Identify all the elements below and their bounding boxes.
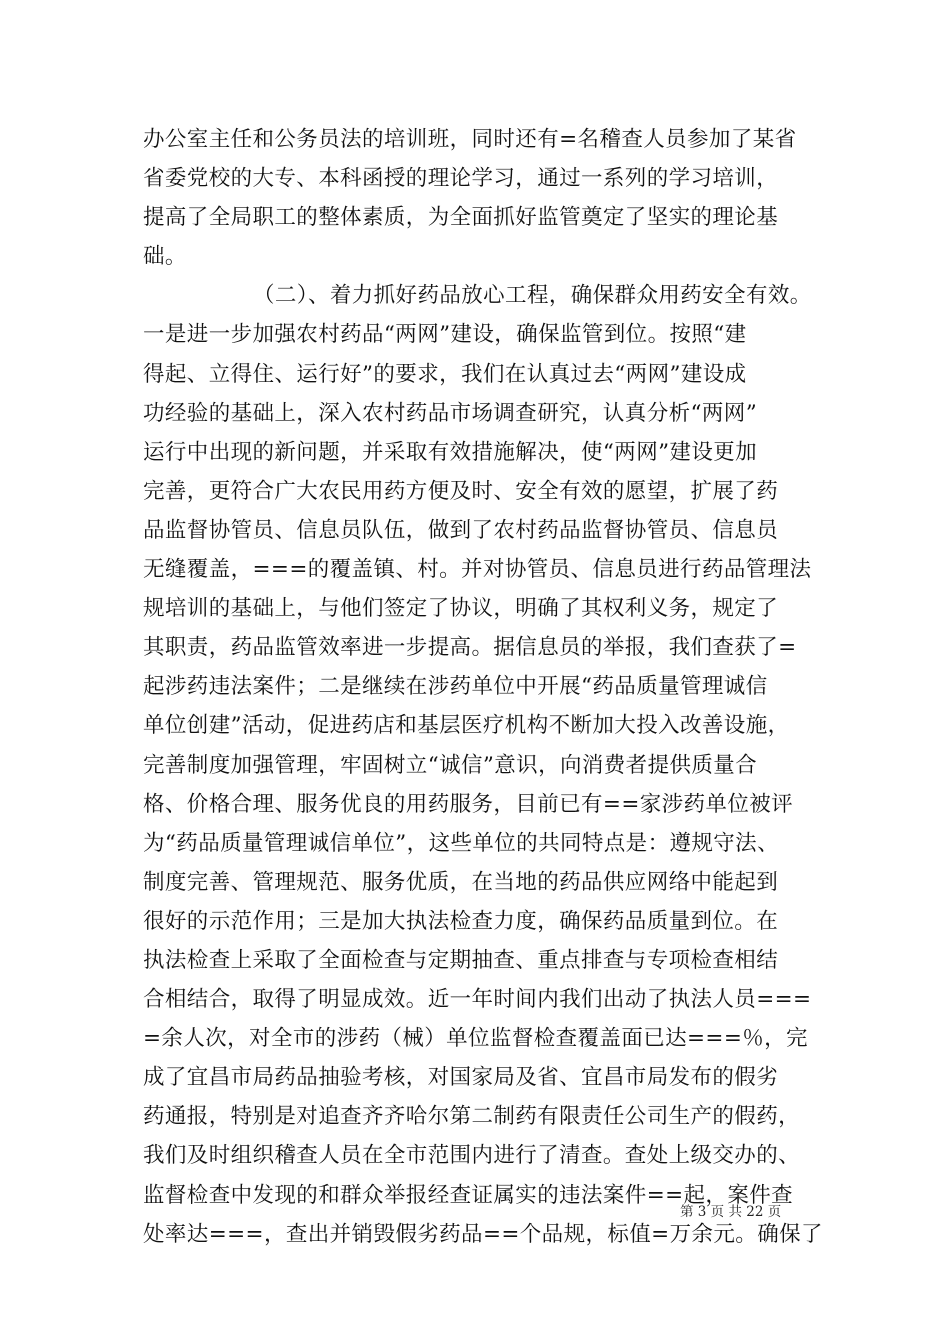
text-line: 其职责，药品监管效率进一步提高。据信息员的举报，我们查获了= <box>143 635 797 661</box>
text-line: 单位创建”活动，促进药店和基层医疗机构不断加大投入改善设施， <box>143 713 790 739</box>
text-line: 执法检查上采取了全面检查与定期抽查、重点排查与专项检查相结 <box>143 947 779 973</box>
text-line: 格、价格合理、服务优良的用药服务，目前已有==家涉药单位被评 <box>143 791 794 817</box>
text-line: 一是进一步加强农村药品“两网”建设，确保监管到位。按照“建 <box>143 322 747 348</box>
text-line: 监督检查中发现的和群众举报经查证属实的违法案件==起，案件查 <box>143 1182 794 1208</box>
text-line: 起涉药违法案件；二是继续在涉药单位中开展“药品质量管理诚信 <box>143 674 768 700</box>
text-line: =余人次，对全市的涉药（械）单位监督检查覆盖面已达===％，完 <box>143 1026 808 1052</box>
text-line: 得起、立得住、运行好”的要求，我们在认真过去“两网”建设成 <box>143 361 747 387</box>
text-line: 为“药品质量管理诚信单位”，这些单位的共同特点是：遵规守法、 <box>143 830 779 856</box>
text-line: 我们及时组织稽查人员在全市范围内进行了清查。查处上级交办的、 <box>143 1143 801 1169</box>
text-line: 合相结合，取得了明显成效。近一年时间内我们出动了执法人员=== <box>143 987 812 1013</box>
page-number-footer: 第 3 页 共 22 页 <box>680 1204 782 1220</box>
text-line: 成了宜昌市局药品抽验考核，对国家局及省、宜昌市局发布的假劣 <box>143 1065 779 1091</box>
text-line: 处率达===，查出并销毁假劣药品==个品规，标值=万余元。确保了 <box>143 1221 823 1247</box>
text-line: 功经验的基础上，深入农村药品市场调查研究，认真分析“两网” <box>143 400 758 426</box>
text-line: 制度完善、管理规范、服务优质，在当地的药品供应网络中能起到 <box>143 869 779 895</box>
text-line: 办公室主任和公务员法的培训班，同时还有=名稽查人员参加了某省 <box>143 127 797 152</box>
text-line: 完善制度加强管理，牢固树立“诚信”意识，向消费者提供质量合 <box>143 752 758 778</box>
text-line: 提高了全局职工的整体素质，为全面抓好监管奠定了坚实的理论基 <box>143 205 779 231</box>
text-line: 无缝覆盖，===的覆盖镇、村。并对协管员、信息员进行药品管理法 <box>143 557 812 583</box>
text-line: 药通报，特别是对追查齐齐哈尔第二制药有限责任公司生产的假药， <box>143 1104 801 1130</box>
body-text <box>143 120 823 1254</box>
text-line: 完善，更符合广大农民用药方便及时、安全有效的愿望，扩展了药 <box>143 478 779 504</box>
text-line: 品监督协管员、信息员队伍，做到了农村药品监督协管员、信息员 <box>143 517 779 543</box>
text-line: 规培训的基础上，与他们签定了协议，明确了其权利义务，规定了 <box>143 596 779 622</box>
section-heading: （二）、着力抓好药品放心工程，确保群众用药安全有效。 <box>253 283 812 309</box>
text-line: 很好的示范作用；三是加大执法检查力度，确保药品质量到位。在 <box>143 908 779 934</box>
text-line: 础。 <box>143 244 187 270</box>
text-line: 省委党校的大专、本科函授的理论学习，通过一系列的学习培训， <box>143 166 779 192</box>
text-line: 运行中出现的新问题，并采取有效措施解决，使“两网”建设更加 <box>143 439 758 465</box>
